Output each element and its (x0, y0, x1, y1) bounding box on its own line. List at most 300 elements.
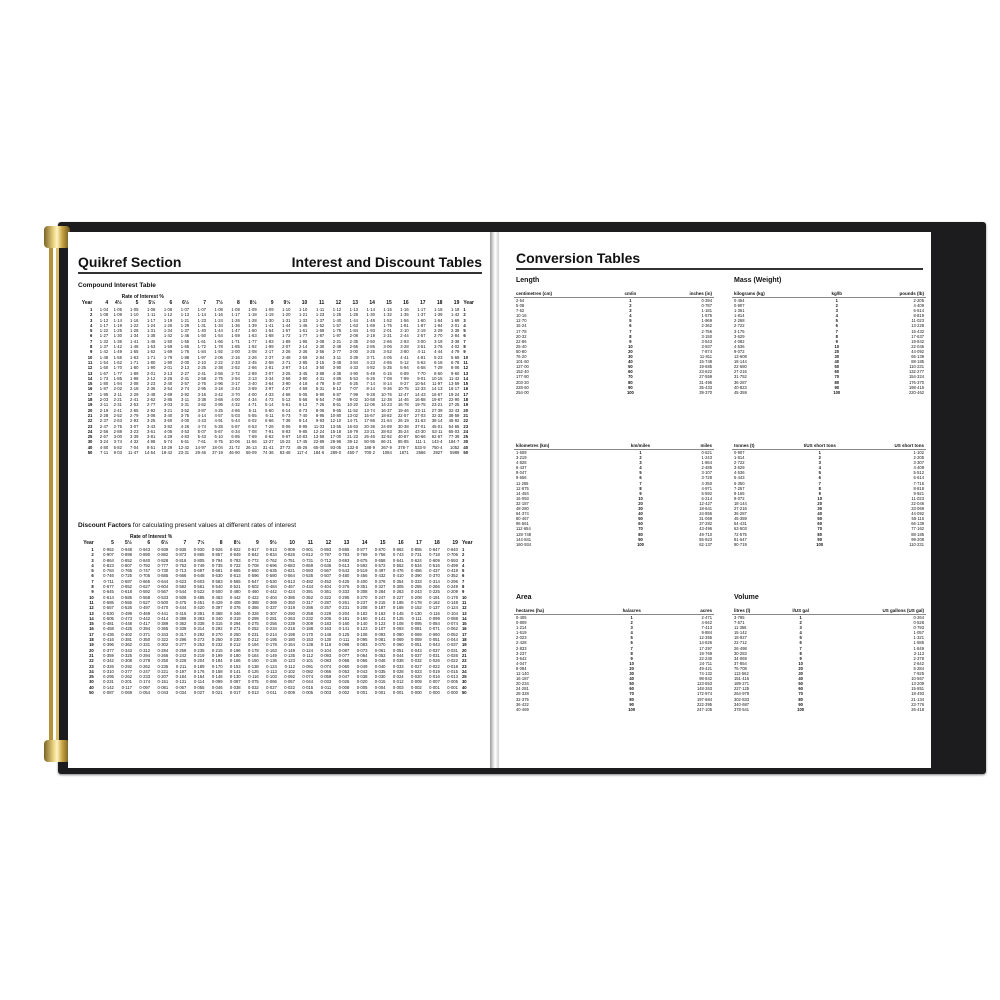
value-cell: 7·14 (366, 381, 375, 387)
value-cell: 0·484 (266, 584, 277, 590)
value-cell: 0·026 (429, 658, 440, 664)
value-cell: 0·604 (157, 584, 169, 590)
year-cell: 13 (463, 370, 469, 376)
value-cell: 99·208 (911, 536, 924, 542)
value-cell: 0·242 (175, 652, 187, 658)
value-cell: 43·496 (699, 526, 712, 532)
factor-cell: 60 (638, 521, 643, 527)
value-cell: 0·017 (229, 690, 241, 696)
value-cell: 0·763 (175, 562, 187, 568)
value-cell: 0·442 (229, 594, 241, 600)
value-cell: 0·142 (103, 684, 114, 690)
value-cell: 2·94 (231, 375, 240, 381)
value-cell: 0·442 (266, 589, 277, 595)
value-cell: 4·34 (248, 397, 257, 403)
factor-cell: 10 (629, 660, 634, 666)
year-cell: 12 (463, 365, 469, 371)
value-cell: 2·08 (349, 333, 359, 339)
value-cell: 0·287 (320, 599, 332, 605)
value-cell: 0·567 (320, 568, 332, 574)
value-cell: 0·233 (139, 674, 151, 680)
value-cell: 0·425 (121, 626, 132, 632)
value-cell: 0·516 (429, 562, 440, 568)
value-cell: 30·283 (734, 650, 747, 656)
value-cell: 6·73 (282, 412, 291, 418)
value-cell: 0·308 (356, 589, 368, 595)
factor-cell: 6 (818, 475, 821, 481)
value-cell: 27·03 (414, 412, 426, 418)
value-cell: 0·499 (447, 562, 458, 568)
value-cell: 0·264 (913, 615, 924, 620)
value-cell: 0·381 (121, 637, 132, 643)
value-cell: 37·282 (699, 521, 712, 527)
value-cell: 2·13 (163, 370, 173, 376)
value-cell: 5·05 (298, 391, 308, 397)
value-cell: 0·001 (374, 690, 386, 696)
value-cell: 10·80 (330, 412, 342, 418)
mass-t-tons-table (732, 442, 926, 547)
page-title: Interest and Discount Tables (291, 254, 482, 270)
value-cell: 184·6 (313, 450, 325, 456)
value-cell: 0·580 (266, 573, 277, 579)
value-cell: 45·359 (734, 516, 747, 522)
value-cell: 24·855 (699, 511, 712, 517)
year-cell: 15 (87, 381, 93, 387)
year-cell: 22 (87, 418, 93, 424)
value-cell: 2·08 (248, 349, 257, 355)
factor-cell: 30 (638, 506, 643, 512)
year-cell: 9 (91, 589, 94, 595)
value-cell: 0·828 (157, 557, 169, 563)
value-cell: 1·321 (913, 635, 924, 641)
value-cell: 0·149 (284, 647, 295, 653)
value-cell: 0·033 (320, 679, 332, 685)
value-cell: 1·55 (130, 349, 139, 355)
value-cell: 0·098 (338, 642, 350, 648)
value-cell: 14·826 (699, 640, 712, 646)
value-cell: 0·852 (121, 557, 132, 563)
column-header: centimetres (cm) (514, 290, 611, 298)
value-cell: 0·882 (157, 552, 169, 558)
value-cell: 93·05 (330, 444, 342, 450)
value-cell: 0·693 (338, 557, 350, 563)
value-cell: 2·79 (130, 412, 139, 418)
value-cell: 54·65 (448, 423, 460, 429)
value-cell: 0·765 (121, 568, 132, 574)
value-cell: 2·11 (113, 391, 122, 397)
value-cell: 3·74 (113, 439, 122, 445)
value-cell: 9·01 (417, 375, 426, 381)
value-cell: 0·020 (356, 679, 368, 685)
column-header: inches (in) (650, 290, 714, 298)
value-cell: 2·88 (113, 428, 122, 434)
value-cell: 0·055 (193, 684, 205, 690)
value-cell: 3·62 (197, 402, 206, 408)
value-cell: 5·12 (282, 397, 291, 403)
year-cell: 24 (89, 668, 94, 674)
value-cell: 1·21 (180, 317, 190, 323)
value-cell: 0·209 (302, 621, 314, 627)
value-cell: 2·92 (146, 407, 156, 413)
area-ha-acres-table (514, 607, 714, 712)
table-row (514, 390, 714, 395)
value-cell: 2·77 (146, 402, 156, 408)
value-cell: 2·58 (197, 375, 206, 381)
value-cell: 113·562 (734, 671, 749, 677)
value-cell: 2·97 (282, 365, 291, 371)
value-cell: 0·053 (338, 668, 350, 674)
value-cell: 1·814 (734, 313, 745, 319)
value-cell: 0·044 (302, 679, 314, 685)
value-cell: 2·428 (516, 640, 527, 646)
value-cell: 48·280 (516, 506, 529, 512)
value-cell: 0·419 (447, 568, 458, 574)
value-cell: 0·286 (302, 605, 314, 611)
value-cell: 5·87 (231, 423, 240, 429)
value-cell: 2·16 (231, 354, 240, 360)
value-cell: 0·235 (193, 647, 205, 653)
value-cell: 1·56 (400, 317, 409, 323)
value-cell: 0·012 (392, 679, 404, 685)
value-cell: 0·365 (157, 626, 169, 632)
value-cell: 0·302 (157, 642, 169, 648)
value-cell: 8·83 (282, 428, 291, 434)
factor-cell: 5 (629, 318, 632, 324)
value-cell: 49·710 (699, 531, 712, 537)
value-cell: 3·24 (99, 439, 109, 445)
value-cell: 1·87 (315, 333, 325, 339)
value-cell: 1·21 (298, 312, 308, 318)
value-cell: 2·00 (231, 349, 240, 355)
year-cell: 9 (463, 349, 466, 355)
rate-caption: Rate of Interest % (121, 294, 164, 300)
value-cell: 0·333 (411, 578, 422, 584)
value-cell: 6·10 (214, 434, 223, 440)
factor-cell: 3 (629, 308, 632, 314)
value-cell: 7·08 (248, 428, 257, 434)
value-cell: 160·934 (516, 541, 532, 547)
value-cell: 0·141 (338, 626, 350, 632)
page-title: Conversion Tables (516, 250, 641, 266)
value-cell: 0·527 (139, 599, 151, 605)
value-cell: 10·54 (414, 381, 426, 387)
value-cell: 2·59 (298, 354, 308, 360)
year-cell: 25 (87, 434, 93, 440)
value-cell: 4·72 (265, 397, 274, 403)
value-cell: 0·160 (356, 615, 368, 621)
value-cell: 0·250 (229, 631, 241, 637)
value-cell: 0·038 (392, 658, 404, 664)
value-cell: 27·25 (448, 402, 460, 408)
value-cell: 0·027 (193, 690, 205, 696)
value-cell: 3·61 (146, 428, 156, 434)
value-cell: 0·793 (913, 625, 924, 631)
value-cell: 0·294 (229, 621, 241, 627)
value-cell: 2·41 (130, 397, 139, 403)
value-cell: 2·67 (99, 434, 109, 440)
factor-cell: 30 (834, 354, 840, 360)
value-cell: 0·188 (302, 626, 314, 632)
factor-cell: 60 (798, 686, 803, 692)
value-cell: 3·39 (349, 354, 359, 360)
value-cell: 3·69 (248, 386, 257, 392)
value-cell: 3·42 (214, 391, 223, 397)
year-cell: 14 (87, 375, 93, 381)
value-cell: 2·75 (214, 375, 223, 381)
value-cell: 5·31 (315, 386, 325, 392)
factor-cell: 40 (834, 359, 840, 365)
value-cell: 7·08 (383, 375, 392, 381)
value-cell: 4·44 (434, 349, 443, 355)
value-cell: 0·062 (447, 626, 458, 632)
value-cell: 5·94 (400, 365, 409, 371)
value-cell: 2·00 (180, 359, 190, 365)
value-cell: 1·30 (113, 333, 122, 339)
value-cell: 1·50 (163, 338, 173, 344)
year-cell: 21 (89, 652, 94, 658)
value-cell: 188·9 (364, 444, 375, 450)
value-cell: 15·18 (330, 428, 342, 434)
year-cell: 23 (87, 423, 93, 429)
rate-header: 8½ (233, 540, 241, 546)
value-cell: 11·265 (516, 480, 529, 486)
value-cell: 0·123 (284, 658, 295, 664)
value-cell: 0·402 (121, 631, 132, 637)
value-cell: 3927 (433, 450, 443, 456)
value-cell: 0·425 (338, 578, 350, 584)
value-cell: 2·205 (913, 298, 924, 303)
value-cell: 9·93 (315, 418, 325, 424)
value-cell: 0·099 (211, 679, 223, 685)
value-cell: 0·263 (392, 589, 404, 595)
value-cell: 5·53 (349, 375, 359, 381)
value-cell: 0·108 (392, 621, 404, 627)
value-cell: 7·36 (282, 418, 291, 424)
value-cell: 1·09 (265, 307, 274, 312)
factor-cell: 40 (638, 511, 643, 517)
year-cell: 12 (89, 605, 94, 611)
value-cell: 77·39 (448, 434, 460, 440)
value-cell: 1·97 (332, 333, 342, 339)
value-cell: 0·460 (248, 589, 259, 595)
value-cell: 49·421 (699, 665, 712, 671)
value-cell: 0·101 (302, 658, 314, 664)
value-cell: 0·502 (248, 584, 259, 590)
value-cell: 0·305 (392, 584, 404, 590)
value-cell: 1·04 (99, 307, 109, 312)
value-cell: 0·075 (248, 679, 259, 685)
value-cell: 2·84 (315, 354, 325, 360)
value-cell: 1·44 (349, 317, 359, 323)
value-cell: 12·10 (330, 418, 342, 424)
value-cell: 1·52 (383, 317, 392, 323)
value-cell: 1·16 (214, 312, 223, 318)
value-cell: 0·404 (320, 584, 332, 590)
value-cell: 0·913 (266, 547, 277, 552)
rate-header: 9½ (269, 540, 277, 546)
year-cell: 2 (463, 312, 466, 318)
value-cell: 1·12 (332, 307, 342, 312)
value-cell: 0·178 (248, 647, 259, 653)
factor-cell: 100 (797, 706, 805, 712)
value-cell: 3·90 (332, 365, 342, 371)
value-cell: 40·823 (734, 384, 747, 390)
factor-cell: 5 (799, 635, 802, 641)
value-cell: 7·70 (417, 370, 426, 376)
value-cell: 22·240 (699, 655, 712, 661)
factor-cell: 3 (630, 625, 633, 631)
year-cell: 19 (463, 402, 469, 408)
value-cell: 0·000 (447, 690, 458, 696)
year-cell: 5 (463, 328, 466, 334)
value-cell: 0·322 (320, 594, 332, 600)
year-cell: 50 (463, 450, 469, 456)
value-cell: 0·091 (302, 663, 314, 669)
value-cell: 11·97 (432, 381, 443, 387)
value-cell: 0·081 (157, 684, 169, 690)
value-cell: 3·84 (349, 359, 359, 365)
brass-hinge-top (44, 226, 70, 248)
value-cell: 117·4 (296, 450, 308, 456)
rate-header: 4 (105, 300, 109, 306)
value-cell: 16·093 (516, 495, 529, 501)
value-cell: 4·82 (366, 365, 375, 371)
value-cell: 1·10 (282, 307, 291, 312)
value-cell: 10·58 (364, 397, 375, 403)
value-cell: 1·69 (450, 317, 460, 323)
factor-cell: 90 (628, 384, 633, 390)
value-cell: 0·342 (103, 658, 114, 664)
value-cell: 1·89 (130, 370, 139, 376)
value-cell: 8·06 (315, 407, 325, 413)
value-cell: 12·355 (699, 635, 712, 641)
value-cell: 1·42 (113, 344, 122, 350)
year-cell: 4 (91, 562, 94, 568)
factor-cell: 4 (818, 465, 821, 471)
page-gutter (490, 232, 499, 768)
value-cell: 1·80 (146, 359, 156, 365)
value-cell: 1·80 (99, 381, 109, 387)
value-cell: 2·10 (197, 359, 206, 365)
value-cell: 0·451 (193, 599, 205, 605)
value-cell: 3·629 (734, 333, 745, 339)
value-cell: 1·20 (282, 312, 291, 318)
value-cell: 19·24 (448, 391, 460, 397)
value-cell: 101·60 (516, 359, 529, 365)
value-cell: 9·28 (366, 391, 375, 397)
value-cell: 1·27 (99, 333, 109, 339)
factor-cell: 80 (834, 379, 840, 385)
value-cell: 1·70 (113, 365, 122, 371)
value-cell: 203·20 (516, 379, 529, 385)
value-cell: 0·331 (139, 642, 151, 648)
rate-header: 10 (289, 540, 295, 546)
column-header: hectares (ha) (514, 607, 601, 615)
value-cell: 8·818 (913, 485, 924, 491)
value-cell: 2·48 (332, 344, 342, 350)
value-cell: 1·102 (913, 450, 924, 455)
value-cell: 0·112 (284, 663, 295, 669)
value-cell: 81·647 (734, 536, 747, 542)
value-cell: 1·97 (197, 354, 206, 360)
value-cell: 3·50 (315, 365, 325, 371)
value-cell: 88·185 (911, 531, 924, 537)
value-cell: 0·743 (392, 552, 404, 558)
header-row (76, 300, 480, 307)
value-cell: 0·212 (248, 637, 259, 643)
value-cell: 222·395 (696, 701, 712, 707)
value-cell: 1·19 (113, 322, 122, 328)
value-cell: 0·535 (302, 573, 314, 579)
value-cell: 8·95 (315, 412, 325, 418)
value-cell: 0·002 (338, 690, 350, 696)
value-cell: 1·15 (383, 307, 392, 312)
column-header: km/miles (610, 442, 670, 450)
value-cell: 11·03 (313, 423, 325, 429)
value-cell: 533·9 (414, 444, 426, 450)
value-cell: 2·36 (146, 386, 156, 392)
value-cell: 0·114 (194, 679, 205, 685)
value-cell: 0·351 (356, 584, 368, 590)
value-cell: 0·183 (320, 621, 332, 627)
value-cell: 0·124 (447, 605, 458, 611)
value-cell: 1·95 (99, 391, 109, 397)
value-cell: 1·45 (146, 338, 156, 344)
value-cell: 4·00 (180, 418, 190, 424)
value-cell: 1·39 (434, 312, 443, 318)
factor-cell: 50 (817, 516, 822, 522)
value-cell: 22·90 (448, 397, 460, 403)
value-cell: 3·21 (163, 407, 173, 413)
value-cell: 227·125 (734, 686, 750, 692)
value-cell: 0·424 (284, 589, 295, 595)
value-cell: 9·65 (332, 407, 342, 413)
value-cell: 1·84 (349, 328, 359, 334)
year-cell: 30 (463, 439, 469, 445)
value-cell: 3·728 (701, 475, 712, 481)
value-cell: 0·310 (103, 668, 114, 674)
value-cell: 7·571 (734, 620, 745, 626)
factor-cell: 8 (835, 333, 838, 339)
value-cell: 0·623 (175, 578, 187, 584)
value-cell: 4·98 (146, 439, 156, 445)
value-cell: 13·55 (330, 423, 342, 429)
value-cell: 0·613 (338, 562, 350, 568)
value-cell: 0·198 (284, 631, 295, 637)
value-cell: 0·497 (139, 605, 151, 611)
value-cell: 0·513 (284, 578, 295, 584)
value-cell: 0·530 (266, 578, 277, 584)
value-cell: 4·43 (197, 418, 206, 424)
value-cell: 3·175 (734, 328, 745, 334)
value-cell: 0·952 (103, 547, 114, 552)
value-cell: 1·13 (180, 312, 190, 318)
value-cell: 5·44 (231, 418, 240, 424)
value-cell: 152·40 (516, 369, 529, 375)
year-cell: 1 (461, 547, 465, 552)
value-cell: 0·397 (211, 605, 223, 611)
value-cell: 1·57 (282, 328, 291, 334)
factor-cell: 3 (835, 308, 838, 314)
value-cell: 6·54 (315, 397, 325, 403)
year-cell: 9 (90, 349, 93, 355)
value-cell: 0·225 (429, 589, 440, 595)
mass-kg-lb-table (732, 290, 926, 395)
value-cell: 0·362 (121, 642, 132, 648)
value-cell: 0·470 (157, 605, 169, 611)
value-cell: 2·53 (130, 402, 139, 408)
value-cell: 37·19 (212, 450, 223, 456)
